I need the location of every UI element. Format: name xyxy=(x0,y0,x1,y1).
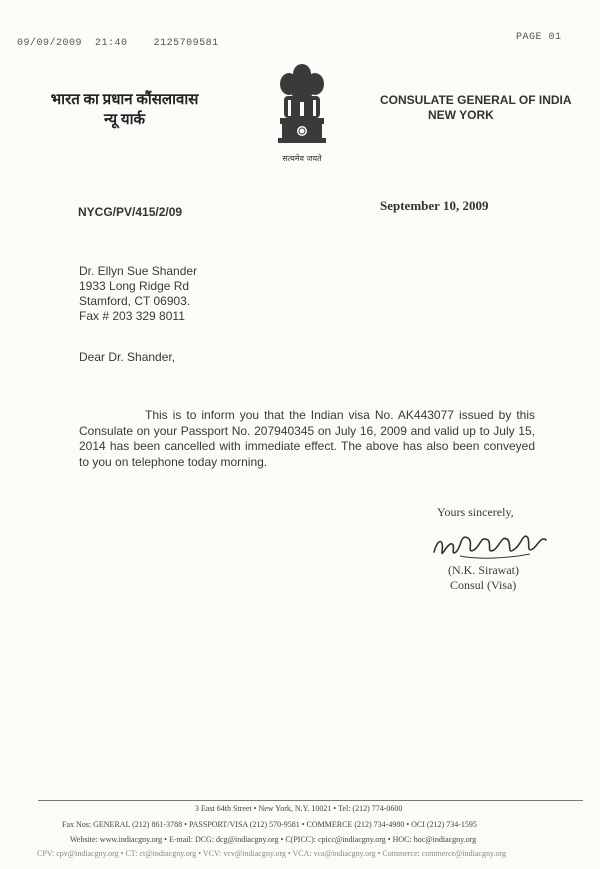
recipient-fax: Fax # 203 329 8011 xyxy=(79,309,185,323)
fax-number: 2125709581 xyxy=(153,38,219,49)
recipient-name: Dr. Ellyn Sue Shander xyxy=(79,264,198,278)
recipient-street: 1933 Long Ridge Rd xyxy=(79,279,190,293)
closing: Yours sincerely, xyxy=(437,505,514,519)
signer-title: Consul (Visa) xyxy=(450,578,517,592)
footer-divider xyxy=(38,800,583,801)
recipient-city: Stamford, CT 06903. xyxy=(79,294,191,308)
english-letterhead xyxy=(380,93,572,123)
footer-website-email: Website: www.indiacgny.org • E-mail: DCG: dcg@indiacgny.org • C(PICC): cpicc@indiacgny.org • HOC: hoc@indiacgny.org xyxy=(70,835,477,844)
footer-address: 3 East 64th Street • New York, N.Y. 10021 • Tel: (212) 774-0600 xyxy=(195,804,403,813)
fax-time: 21:40 xyxy=(95,38,128,49)
footer-emails: CPV: cpv@indiacgny.org • CT: ct@indiacgny.org • VCV: vcv@indiacgny.org • VCA: vca@indiacgny.org • Commerce: commerce@indiacgny.org xyxy=(37,849,506,858)
footer-fax-numbers: Fax Nos: GENERAL (212) 861-3788 • PASSPORT/VISA (212) 570-9581 • COMMERCE (212) 734-4980 • OCI (212) 734-1595 xyxy=(62,820,477,829)
fax-header-left xyxy=(17,38,219,49)
fax-date: 09/09/2009 xyxy=(17,38,83,49)
national-emblem-icon xyxy=(270,60,334,172)
letter-date: September 10, 2009 xyxy=(380,198,489,213)
letter-body: This is to inform you that the Indian visa No. AK443077 issued by this Consulate on your Passport No. 207940345 on July 16, 2009 and valid up to July 15, 2014 has been cancelled with immediate effect. The above has also been conveyed to you on telephone today morning. xyxy=(79,408,535,469)
hindi-line-2: न्यू यार्क xyxy=(104,112,145,128)
signer-name: (N.K. Sirawat) xyxy=(448,563,519,577)
english-line-2: NEW YORK xyxy=(428,108,494,122)
reference-number: NYCG/PV/415/2/09 xyxy=(78,205,183,219)
emblem-motto: सत्यमेव जयते xyxy=(282,154,322,163)
recipient-address xyxy=(79,264,197,324)
english-line-1: CONSULATE GENERAL OF INDIA xyxy=(380,93,572,107)
fax-page-number: PAGE 01 xyxy=(516,32,562,43)
hindi-line-1: भारत का प्रधान कौंसलावास xyxy=(50,92,199,108)
hindi-letterhead xyxy=(32,90,217,130)
salutation: Dear Dr. Shander, xyxy=(79,350,176,364)
